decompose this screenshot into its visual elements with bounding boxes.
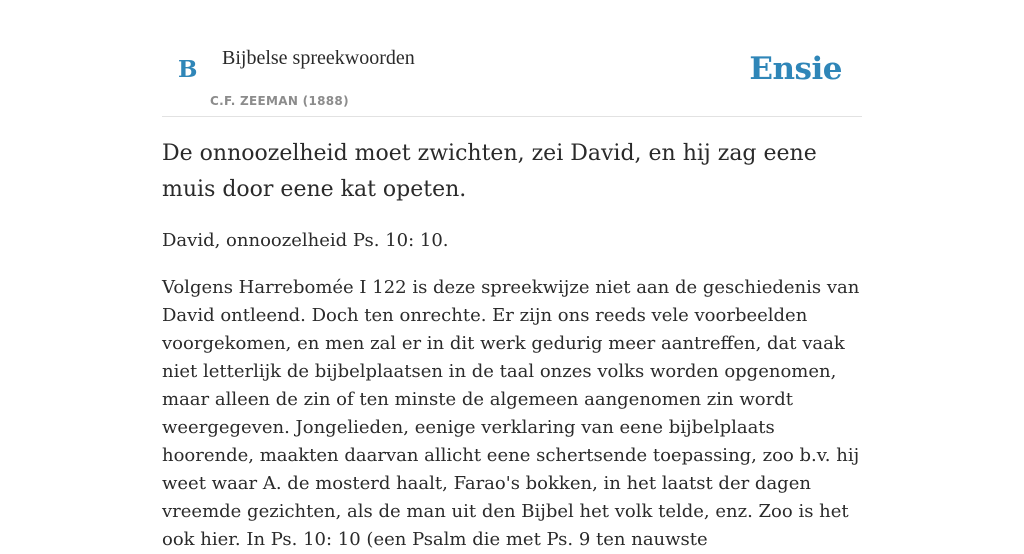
book-letter-badge: B — [178, 56, 198, 83]
book-title[interactable]: Bijbelse spreekwoorden — [222, 47, 415, 69]
book-author: C.F. ZEEMAN (1888) — [210, 94, 349, 108]
entry-headline: De onnoozelheid moet zwichten, zei David, en hij zag eene muis door eene kat opeten. — [162, 141, 817, 202]
entry-content — [162, 136, 862, 554]
entry-reference: David, onnoozelheid Ps. 10: 10. — [162, 230, 449, 251]
ensie-logo[interactable]: Ensie — [749, 51, 842, 87]
entry-body: Volgens Harrebomée I 122 is deze spreekwijze niet aan de geschiedenis van David ontleend. Doch ten onrechte. Er zijn ons reeds vele voorbeelden voorgekomen, en men zal er in dit werk gedurig meer aantreffen, dat vaak niet letterlijk de bijbelplaatsen in de taal onzes volks worden opgenomen, maar alleen de zin of ten minste de algemeen aangenomen zin wordt weergegeven. Jongelieden, eenige verklaring van eene bijbelplaats hoorende, maakten daarvan allicht eene schertsende toepassing, zoo b.v. hij weet waar A. de mosterd haalt, Farao's bokken, in het laatst der dagen vreemde gezichten, als de man uit den Bijbel het volk telde, enz. Zoo is het ook hier. In Ps. 10: 10 (een Psalm die met Ps. 9 ten nauwste — [162, 277, 860, 550]
page-header — [162, 0, 862, 117]
